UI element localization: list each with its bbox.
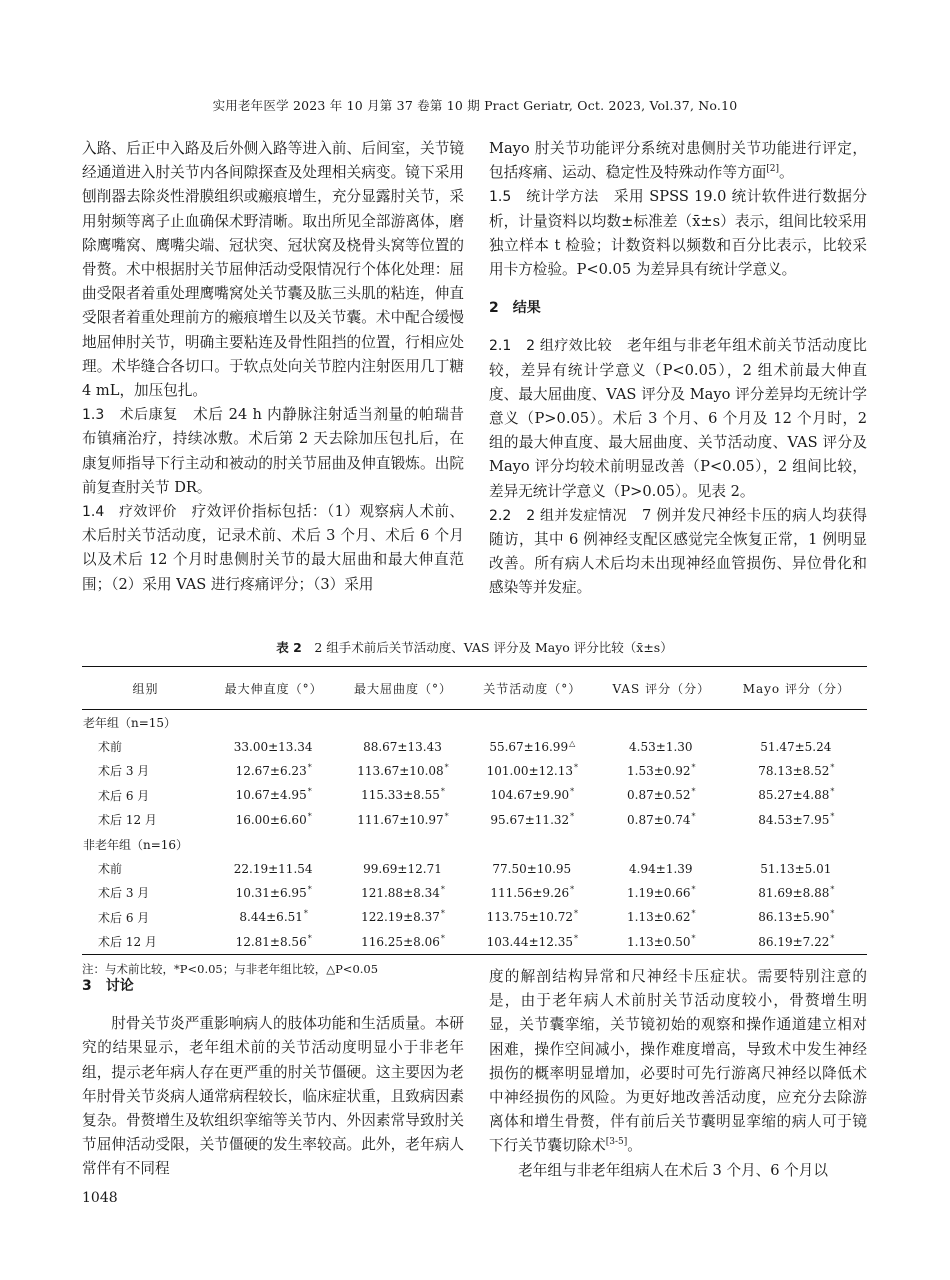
cell-value: 1.53±0.92: [627, 763, 691, 778]
significance-mark: *: [573, 933, 578, 943]
cell-value: 113.67±10.08: [357, 763, 444, 778]
section-1-5: [489, 185, 867, 282]
paragraph-mayo-end: 。: [779, 164, 794, 182]
paragraph-mayo: [489, 137, 867, 185]
table-body: [82, 710, 867, 955]
section-2-2: [489, 504, 867, 601]
significance-mark: *: [691, 909, 696, 919]
cell-value: 121.88±8.34: [361, 885, 440, 900]
section-1-4-label: 1.4 疗效评价: [82, 504, 177, 521]
cell-value: 81.69±8.88: [758, 885, 830, 900]
cell-vas: [597, 734, 726, 758]
row-label: 术后 3 月: [98, 764, 150, 779]
significance-mark: *: [307, 884, 312, 894]
significance-mark: *: [830, 787, 835, 797]
significance-mark: *: [691, 884, 696, 894]
cell-extension: [209, 759, 338, 783]
row-label: 术前: [98, 740, 123, 755]
page-number: 1048: [82, 1190, 118, 1206]
cell-value: 10.31±6.95: [235, 885, 307, 900]
significance-mark: *: [830, 811, 835, 821]
cell-value: 8.44±6.51: [239, 910, 303, 925]
right-column: [489, 137, 867, 601]
section-1-4-text: 疗效评价指标包括：（1）观察病人术前、术后肘关节活动度，记录术前、术后 3 个月、术后 6 个月以及术后 12 个月时患侧肘关节的最大屈曲和最大伸直范围；（2）采用 VAS 进行疼痛评分；（3）采用: [82, 503, 464, 593]
header-mayo: Mayo 评分（分）: [742, 681, 850, 696]
cell-mayo: [726, 808, 867, 832]
significance-mark: *: [307, 811, 312, 821]
cell-value: 95.67±11.32: [490, 812, 570, 827]
table-row: [82, 881, 867, 905]
cell-rom: [468, 734, 597, 758]
significance-mark: *: [691, 811, 696, 821]
citation-ref: [3-5]: [605, 1137, 628, 1148]
cell-value: 1.19±0.66: [627, 885, 691, 900]
significance-mark: *: [307, 762, 312, 772]
header-rom: 关节活动度（°）: [483, 681, 582, 696]
significance-mark: *: [830, 884, 835, 894]
cell-flexion: [338, 930, 467, 955]
section-1-5-label: 1.5 统计学方法: [489, 189, 599, 206]
table-2: [82, 638, 867, 977]
cell-mayo: [726, 856, 867, 880]
row-label: 术后 12 月: [98, 935, 157, 950]
cell-mayo: [726, 881, 867, 905]
cell-value: 51.47±5.24: [760, 739, 832, 754]
significance-mark: *: [573, 762, 578, 772]
cell-vas: [597, 783, 726, 807]
significance-mark: *: [444, 811, 449, 821]
table-note: 注：与术前比较，*P<0.05；与非老年组比较，△P<0.05: [82, 961, 379, 976]
cell-value: 99.69±12.71: [363, 861, 442, 876]
significance-mark: *: [830, 762, 835, 772]
table-caption-label: 表 2: [276, 640, 302, 655]
cell-value: 104.67±9.90: [490, 788, 570, 803]
cell-vas: [597, 856, 726, 880]
significance-mark: *: [440, 884, 445, 894]
cell-vas: [597, 905, 726, 929]
cell-mayo: [726, 759, 867, 783]
cell-value: 0.87±0.52: [627, 788, 691, 803]
cell-value: 22.19±11.54: [233, 861, 313, 876]
section-2-1-text: 老年组与非老年组术前关节活动度比较，差异有统计学意义（P<0.05），2 组术前最大伸直度、最大屈曲度、VAS 评分及 Mayo 评分差异均无统计学意义（P>0.05）。术后 3 个月、6 个月及 12 个月时，2 组的最大伸直度、最大屈曲度、关节活动度、VAS 评分及 Mayo 评分均较术前明显改善（P<0.05），2 组间比较，差异无统计学意义（P>0.05）。见表 2。: [489, 337, 867, 500]
section-2-2-text: 7 例并发尺神经卡压的病人均获得随访，其中 6 例神经支配区感觉完全恢复正常，1 例明显改善。所有病人术后均未出现神经血管损伤、异位骨化和感染等并发症。: [489, 506, 867, 597]
cell-value: 115.33±8.55: [361, 788, 440, 803]
cell-rom: [468, 930, 597, 955]
header-group: 组别: [132, 681, 159, 696]
cell-value: 86.13±5.90: [758, 910, 830, 925]
cell-value: 12.81±8.56: [235, 934, 307, 949]
cell-value: 77.50±10.95: [492, 861, 572, 876]
cell-vas: [597, 881, 726, 905]
section-3-title: 3 讨论: [82, 978, 134, 994]
cell-rom: [468, 905, 597, 929]
section-2-title: 2 结果: [489, 300, 541, 317]
significance-mark: *: [570, 811, 575, 821]
cell-extension: [209, 783, 338, 807]
significance-mark: *: [830, 909, 835, 919]
cell-mayo: [726, 905, 867, 929]
cell-extension: [209, 734, 338, 758]
section-2-2-label: 2.2 2 组并发症情况: [489, 507, 627, 524]
cell-flexion: [338, 881, 467, 905]
cell-value: 51.13±5.01: [760, 861, 832, 876]
cell-value: 33.00±13.34: [233, 739, 313, 754]
significance-mark: *: [440, 787, 445, 797]
cell-value: 55.67±16.99: [489, 739, 569, 754]
cell-value: 111.56±9.26: [490, 885, 570, 900]
significance-mark: *: [691, 787, 696, 797]
significance-mark: *: [691, 762, 696, 772]
cell-value: 111.67±10.97: [357, 812, 444, 827]
group-row: [82, 832, 867, 856]
cell-flexion: [338, 783, 467, 807]
cell-value: 103.44±12.35: [486, 934, 573, 949]
cell-vas: [597, 808, 726, 832]
cell-value: 113.75±10.72: [486, 910, 573, 925]
cell-value: 88.67±13.43: [363, 739, 442, 754]
cell-rom: [468, 808, 597, 832]
header-vas: VAS 评分（分）: [612, 681, 711, 696]
significance-mark: *: [440, 933, 445, 943]
paragraph-mayo-text: Mayo 肘关节功能评分系统对患侧肘关节功能进行评定，包括疼痛、运动、稳定性及特殊动作等方面: [489, 140, 867, 182]
table-row: [82, 783, 867, 807]
discussion-paragraph-2-text: 度的解剖结构异常和尺神经卡压症状。需要特别注意的是，由于老年病人术前肘关节活动度较小，骨赘增生明显，关节囊挛缩，关节镜初始的观察和操作通道建立相对困难，操作空间减小，操作难度增高，导致术中发生神经损伤的概率明显增加，必要时可先行游离尺神经以降低术中神经损伤的风险。为更好地改善活动度，应充分去除游离体和增生骨赘，伴有前后关节囊明显挛缩的病人可于镜下行关节囊切除术: [489, 968, 867, 1155]
table-header-row: [82, 667, 867, 710]
cell-value: 78.13±8.52: [758, 763, 830, 778]
cell-value: 116.25±8.06: [361, 934, 440, 949]
cell-rom: [468, 856, 597, 880]
significance-mark: *: [444, 762, 449, 772]
discussion-paragraph-2-end: 。: [627, 1137, 642, 1155]
header-extension: 最大伸直度（°）: [224, 681, 323, 696]
row-label: 术后 6 月: [98, 910, 150, 925]
section-2-1: [489, 334, 867, 503]
cell-value: 12.67±6.23: [235, 763, 307, 778]
significance-mark: *: [307, 933, 312, 943]
cell-value: 84.53±7.95: [758, 812, 830, 827]
cell-mayo: [726, 783, 867, 807]
section-1-5-text: 采用 SPSS 19.0 统计软件进行数据分析，计量资料以均数±标准差（x̄±s）表示，组间比较采用独立样本 t 检验；计数资料以频数和百分比表示，比较采用卡方检验。P<0.05 为差异具有统计学意义。: [489, 188, 867, 279]
table-row: [82, 734, 867, 758]
cell-mayo: [726, 734, 867, 758]
cell-flexion: [338, 856, 467, 880]
cell-value: 10.67±4.95: [235, 788, 307, 803]
section-1-4: [82, 500, 464, 597]
cell-value: 16.00±6.60: [235, 812, 307, 827]
discussion-paragraph-3: 老年组与非老年组病人在术后 3 个月、6 个月以: [518, 1161, 828, 1179]
cell-value: 0.87±0.74: [627, 812, 691, 827]
significance-mark: *: [573, 909, 578, 919]
significance-mark: △: [569, 738, 576, 748]
cell-value: 1.13±0.50: [627, 934, 691, 949]
cell-value: 86.19±7.22: [758, 934, 830, 949]
table-row: [82, 856, 867, 880]
cell-extension: [209, 856, 338, 880]
section-1-3-label: 1.3 术后康复: [82, 407, 178, 424]
left-column: [82, 137, 464, 597]
table-row: [82, 759, 867, 783]
cell-value: 85.27±4.88: [758, 788, 830, 803]
table-row: [82, 808, 867, 832]
citation-ref: [2]: [766, 164, 780, 175]
header-flexion: 最大屈曲度（°）: [353, 681, 452, 696]
discussion-right: [489, 965, 867, 1183]
cell-extension: [209, 881, 338, 905]
cell-vas: [597, 759, 726, 783]
cell-value: 1.13±0.62: [627, 910, 691, 925]
cell-flexion: [338, 734, 467, 758]
results-table: [82, 666, 867, 955]
cell-extension: [209, 808, 338, 832]
significance-mark: *: [307, 787, 312, 797]
discussion-paragraph-2: [489, 965, 867, 1159]
section-2-1-label: 2.1 2 组疗效比较: [489, 338, 613, 355]
cell-extension: [209, 930, 338, 955]
cell-rom: [468, 783, 597, 807]
cell-flexion: [338, 905, 467, 929]
table-row: [82, 930, 867, 955]
table-caption-text: 2 组手术前后关节活动度、VAS 评分及 Mayo 评分比较（x̄±s）: [314, 640, 673, 655]
group-label-elderly: 老年组（n=15）: [83, 715, 177, 730]
group-row: [82, 710, 867, 735]
section-1-3-text: 术后 24 h 内静脉注射适当剂量的帕瑞昔布镇痛治疗，持续冰敷。术后第 2 天去除加压包扎后，在康复师指导下行主动和被动的肘关节屈曲及伸直锻炼。出院前复查肘关节 DR。: [82, 406, 465, 496]
discussion-left: [82, 960, 464, 1182]
cell-rom: [468, 759, 597, 783]
cell-flexion: [338, 808, 467, 832]
cell-rom: [468, 881, 597, 905]
significance-mark: *: [570, 787, 575, 797]
cell-flexion: [338, 759, 467, 783]
significance-mark: *: [303, 909, 308, 919]
cell-mayo: [726, 930, 867, 955]
significance-mark: *: [440, 909, 445, 919]
cell-value: 4.94±1.39: [629, 861, 693, 876]
cell-value: 101.00±12.13: [486, 763, 573, 778]
row-label: 术后 12 月: [98, 813, 157, 828]
row-label: 术后 3 月: [98, 886, 150, 901]
significance-mark: *: [830, 933, 835, 943]
section-1-3: [82, 403, 464, 500]
group-label-nonelderly: 非老年组（n=16）: [83, 837, 189, 852]
cell-extension: [209, 905, 338, 929]
cell-vas: [597, 930, 726, 955]
paragraph-surgery: 入路、后正中入路及后外侧入路等进入前、后间室，关节镜经通道进入肘关节内各间隙探查及处理相关病变。镜下采用刨削器去除炎性滑膜组织或瘢痕增生，充分显露肘关节，采用射频等离子止血确保术野清晰。取出所见全部游离体，磨除鹰嘴窝、鹰嘴尖端、冠状突、冠状窝及桡骨头窝等位置的骨赘。术中根据肘关节屈伸活动受限情况行个体化处理：屈曲受限者着重处理鹰嘴窝处关节囊及肱三头肌的粘连，伸直受限者着重处理前方的瘢痕增生以及关节囊。术中配合缓慢地屈伸肘关节，明确主要粘连及骨性阻挡的位置，行相应处理。术毕缝合各切口。于软点处向关节腔内注射医用几丁糖 4 mL，加压包扎。: [82, 140, 464, 400]
row-label: 术后 6 月: [98, 788, 150, 803]
significance-mark: *: [570, 884, 575, 894]
cell-value: 4.53±1.30: [629, 739, 693, 754]
discussion-paragraph-1: 肘骨关节炎严重影响病人的肢体功能和生活质量。本研究的结果显示，老年组术前的关节活动度明显小于非老年组，提示老年病人存在更严重的肘关节僵硬。这主要因为老年肘骨关节炎病人通常病程较长，临床症状重，且致病因素复杂。骨赘增生及软组织挛缩等关节内、外因素常导致肘关节屈伸活动受限，关节僵硬的发生率较高。此外，老年病人常伴有不同程: [82, 1015, 464, 1178]
row-label: 术前: [98, 862, 123, 877]
table-caption: [82, 638, 867, 656]
cell-value: 122.19±8.37: [361, 910, 440, 925]
significance-mark: *: [691, 933, 696, 943]
table-row: [82, 905, 867, 929]
running-header: 实用老年医学 2023 年 10 月第 37 卷第 10 期 Pract Geriatr, Oct. 2023, Vol.37, No.10: [212, 98, 738, 113]
